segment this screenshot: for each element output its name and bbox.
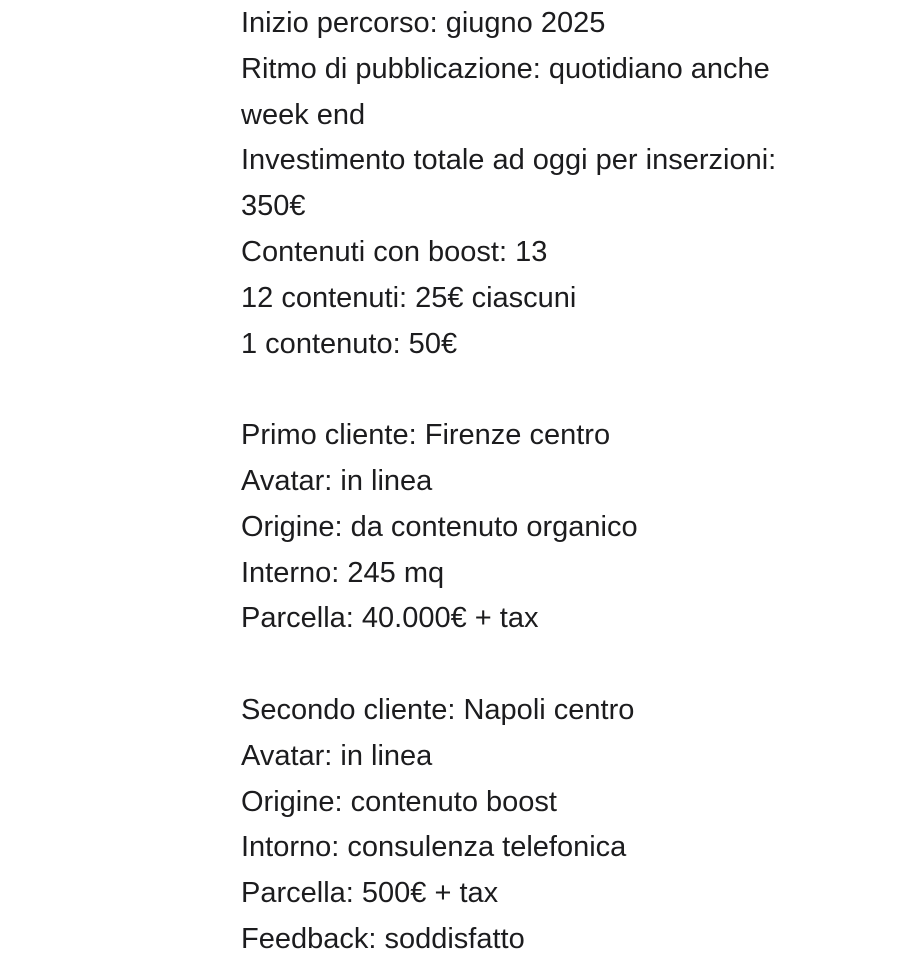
- note-line: 350€: [241, 190, 306, 223]
- note-line: Ritmo di pubblicazione: quotidiano anche: [241, 52, 770, 85]
- note-line: Interno: 245 mq: [241, 556, 445, 589]
- note-line: week end: [241, 98, 366, 131]
- note-line: Intorno: consulenza telefonica: [241, 831, 627, 864]
- note-line: 1 contenuto: 50€: [241, 327, 458, 360]
- note-line: Inizio percorso: giugno 2025: [241, 7, 606, 39]
- note-line: Parcella: 500€ + tax: [241, 877, 499, 910]
- note-line: Origine: da contenuto organico: [241, 510, 638, 543]
- note-line: Secondo cliente: Napoli centro: [241, 693, 635, 726]
- note-line: Primo cliente: Firenze centro: [241, 419, 611, 452]
- note-line: Investimento totale ad oggi per inserzioni:: [241, 144, 777, 177]
- note-body[interactable]: [241, 0, 881, 963]
- note-line: 12 contenuti: 25€ ciascuni: [241, 281, 577, 314]
- note-line: Contenuti con boost: 13: [241, 235, 548, 268]
- note-line: Avatar: in linea: [241, 739, 433, 772]
- note-line: Feedback: soddisfatto: [241, 922, 525, 955]
- note-line: Parcella: 40.000€ + tax: [241, 602, 539, 635]
- note-line: Avatar: in linea: [241, 464, 433, 497]
- overview-section: [241, 1, 881, 367]
- second-client-section: [241, 688, 881, 963]
- blank-line: [241, 642, 881, 688]
- first-client-section: [241, 413, 881, 642]
- blank-line: [241, 367, 881, 413]
- note-line: Origine: contenuto boost: [241, 785, 557, 818]
